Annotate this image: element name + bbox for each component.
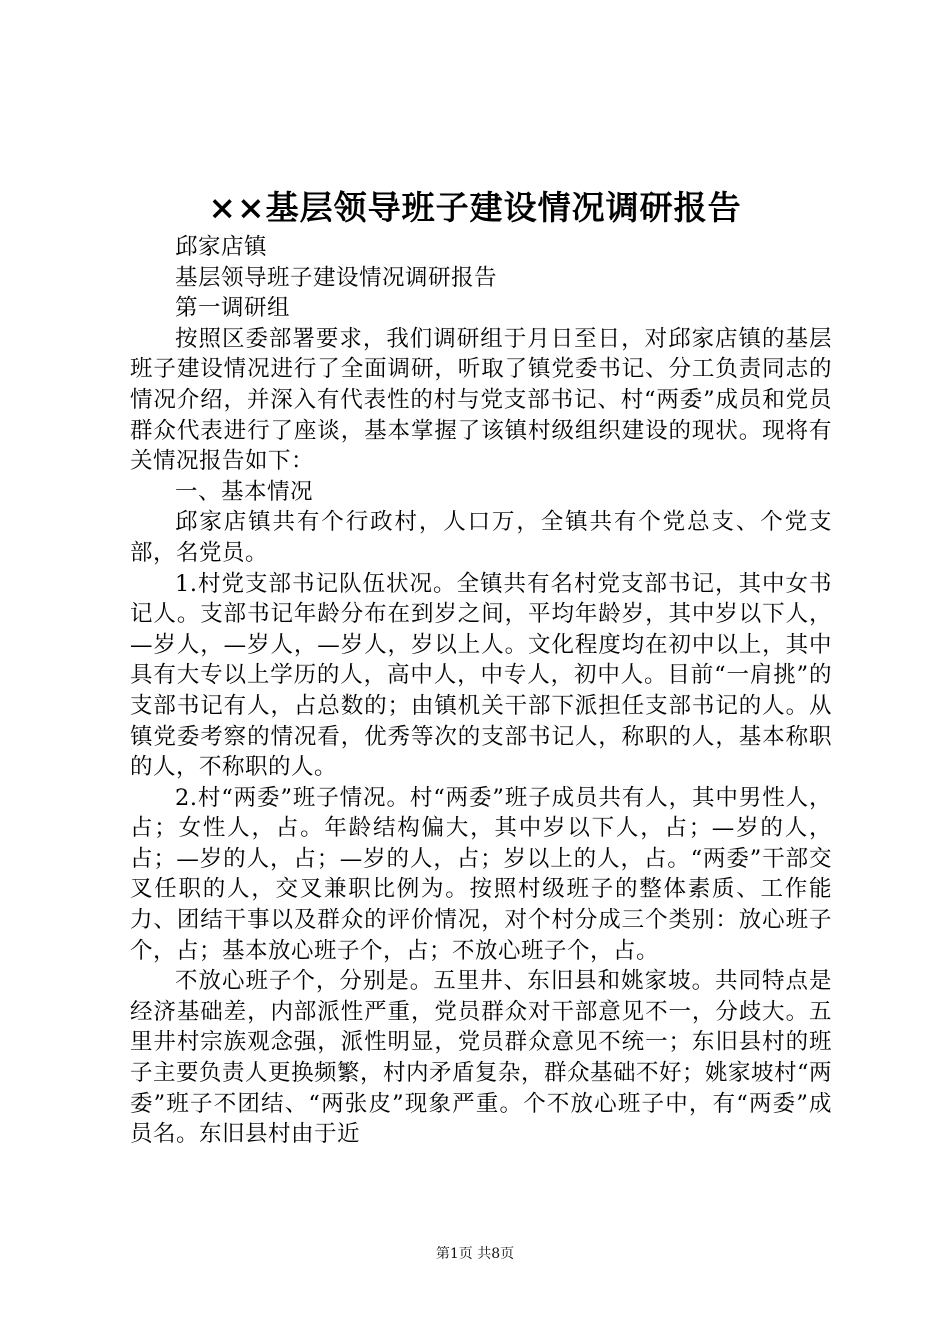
page-footer: 第1页 共8页 xyxy=(435,1246,515,1262)
paragraph-introduction: 按照区委部署要求，我们调研组于月日至日，对邱家店镇的基层班子建设情况进行了全面调研，听取了镇党委书记、分工负责同志的情况介绍，并深入有代表性的村与党支部书记、村“两委”成员和党员群众代表进行了座谈，基本掌握了该镇村级组织建设的现状。现将有关情况报告如下： xyxy=(130,325,832,475)
paragraph-town-name: 邱家店镇 xyxy=(175,234,268,260)
paragraph-report-subtitle: 基层领导班子建设情况调研报告 xyxy=(175,264,498,291)
document-body xyxy=(130,232,832,1150)
paragraph-unreliable-teams: 不放心班子个，分别是。五里井、东旧县和姚家坡。共同特点是经济基础差，内部派性严重，党员群众对干部意见不一，分歧大。五里井村宗族观念强，派性明显，党员群众意见不统一；东旧县村的班子主要负责人更换频繁，村内矛盾复杂，群众基础不好；姚家坡村“两委”班子不团结、“两张皮”现象严重。个不放心班子中，有“两委”成员名。东旧县村由于近 xyxy=(130,968,833,1148)
paragraph-party-secretaries: 1.村党支部书记队伍状况。全镇共有名村党支部书记，其中女书记人。支部书记年龄分布在到岁之间，平均年龄岁，其中岁以下人，—岁人，—岁人，—岁人，岁以上人。文化程度均在初中以上，其中具有大专以上学历的人，高中人，中专人，初中人。目前“一肩挑”的支部书记有人，占总数的；由镇机关干部下派担任支部书记的人。从镇党委考察的情况看，优秀等次的支部书记人，称职的人，基本称职的人，不称职的人。 xyxy=(130,570,832,781)
section-heading-basic-situation: 一、基本情况 xyxy=(175,478,314,505)
paragraph-two-committees: 2.村“两委”班子情况。村“两委”班子成员共有人，其中男性人，占；女性人，占。年龄结构偏大，其中岁以下人，占；—岁的人，占；—岁的人，占；—岁的人，占；岁以上的人，占。“两委”干部交叉任职的人，交叉兼职比例为。按照村级班子的整体素质、工作能力、团结干事以及群众的评价情况，对个村分成三个类别：放心班子个，占；基本放心班子个，占；不放心班子个，占。 xyxy=(130,784,832,964)
document-title: ××基层领导班子建设情况调研报告 xyxy=(208,188,742,227)
paragraph-research-group: 第一调研组 xyxy=(175,295,291,322)
paragraph-town-overview: 邱家店镇共有个行政村，人口万，全镇共有个党总支、个党支部，名党员。 xyxy=(130,509,832,566)
